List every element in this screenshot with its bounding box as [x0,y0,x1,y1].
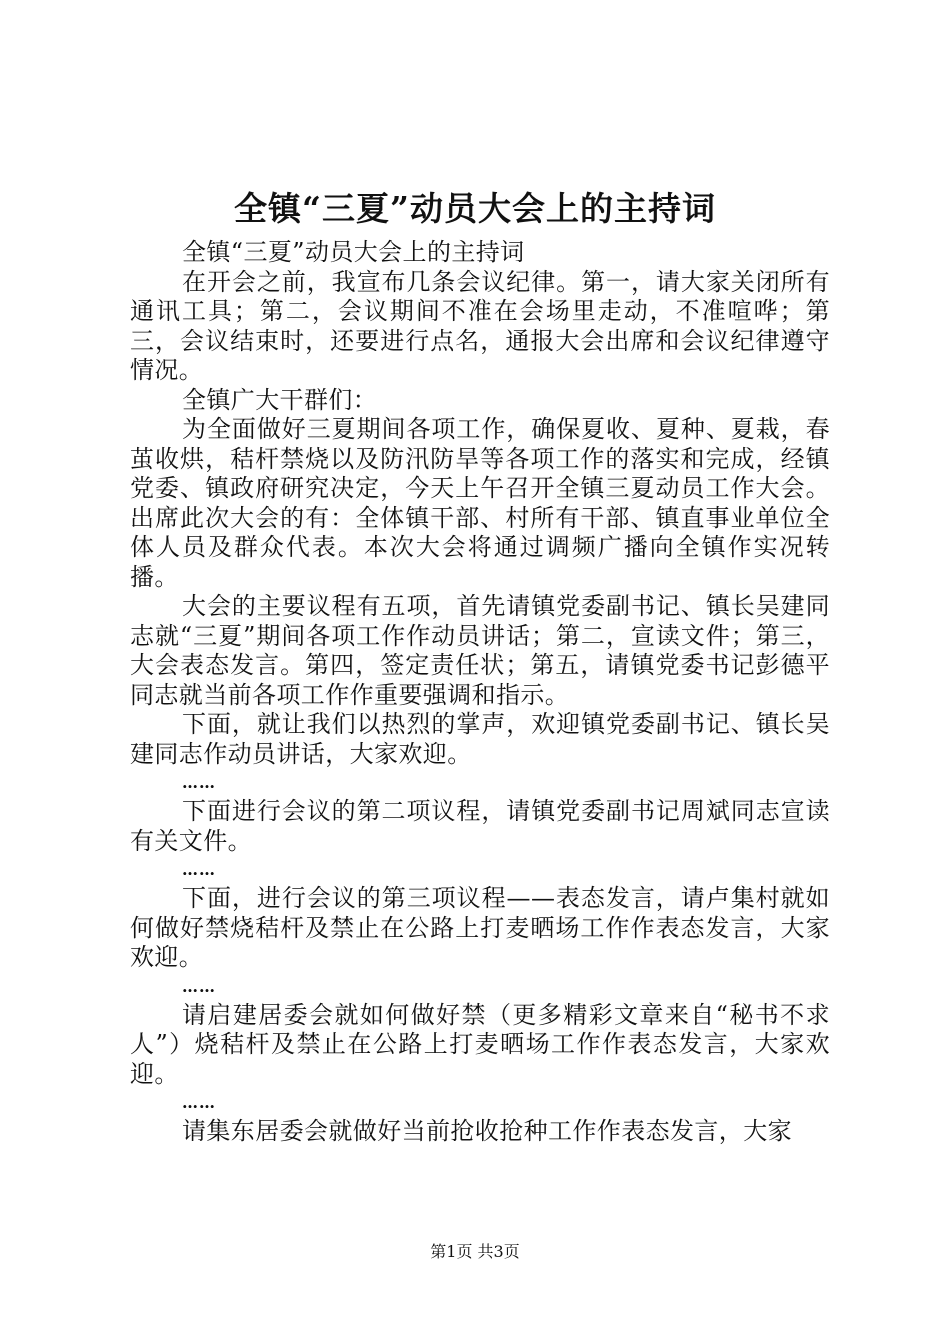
paragraph-mobilization-speech: 下面，就让我们以热烈的掌声，欢迎镇党委副书记、镇长吴建同志作动员讲话，大家欢迎。 [130,710,830,768]
paragraph-statement-jidong: 请集东居委会就做好当前抢收抢种工作作表态发言，大家 [182,1117,792,1145]
ellipsis-3: …… [182,976,216,996]
paragraph-statement-qijian: 请启建居委会就如何做好禁（更多精彩文章来自“秘书不求人”）烧秸杆及禁止在公路上打麦晒场工作作表态发言，大家欢迎。 [130,1000,830,1088]
paragraph-read-documents: 下面进行会议的第二项议程，请镇党委副书记周斌同志宣读有关文件。 [130,797,830,855]
paragraph-meeting-rules: 在开会之前，我宣布几条会议纪律。第一，请大家关闭所有通讯工具；第二，会议期间不准在会场里走动，不准喧哗；第三，会议结束时，还要进行点名，通报大会出席和会议纪律遵守情况。 [130,267,830,384]
ellipsis-4: …… [182,1093,216,1112]
paragraph-agenda: 大会的主要议程有五项，首先请镇党委副书记、镇长吴建同志就“三夏”期间各项工作作动员讲话；第二，宣读文件；第三，大会表态发言。第四，签定责任状；第五，请镇党委书记彭德平同志就当前各项工作作重要强调和指示。 [130,592,830,709]
paragraph-purpose: 为全面做好三夏期间各项工作，确保夏收、夏种、夏栽，春茧收烘，秸杆禁烧以及防汛防旱等各项工作的落实和完成，经镇党委、镇政府研究决定，今天上午召开全镇三夏动员工作大会。出席此次大会的有：全体镇干部、村所有干部、镇直事业单位全体人员及群众代表。本次大会将通过调频广播向全镇作实况转播。 [130,415,830,591]
paragraph-salutation: 全镇广大干群们： [182,385,378,414]
document-body [130,238,830,1147]
paragraph-subtitle: 全镇“三夏”动员大会上的主持词 [182,238,525,266]
page-footer: 第1页 共3页 [430,1242,520,1261]
document-title: 全镇“三夏”动员大会上的主持词 [234,189,716,228]
ellipsis-2: …… [182,860,216,879]
ellipsis-1: …… [182,773,216,792]
paragraph-statement-luji: 下面，进行会议的第三项议程——表态发言，请卢集村就如何做好禁烧秸杆及禁止在公路上打麦晒场工作作表态发言，大家欢迎。 [130,884,830,971]
